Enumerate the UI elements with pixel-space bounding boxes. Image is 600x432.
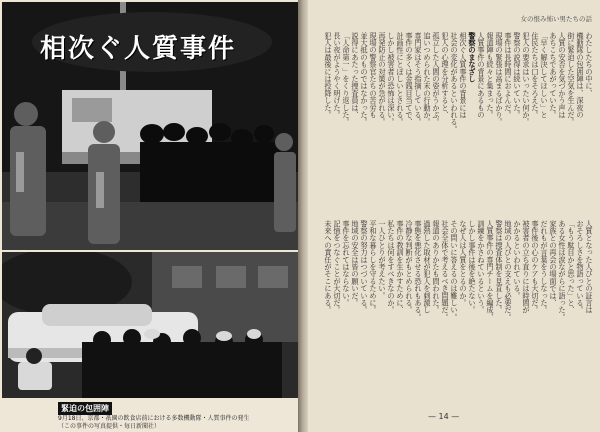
text-column: 事態を悪化させる恐れもある。 xyxy=(414,220,423,321)
text-column: 社会全体で考えるべき問題だ。 xyxy=(441,220,450,321)
text-column: 相次ぐ人質事件の背景には xyxy=(459,32,468,119)
text-column: 報道陣も続々と集まった。 xyxy=(486,32,495,119)
text-column: わたしたちの中に、 xyxy=(585,32,594,97)
text-column: 人質の安否を気づかう声は xyxy=(558,32,567,119)
riot-police-photo xyxy=(2,2,298,250)
text-column: 人質事件の背景にあるもの xyxy=(477,32,486,119)
running-head: 女の恨み怖い男たちの話 xyxy=(520,15,592,23)
text-column: あちこちであがっていた。 xyxy=(549,32,558,119)
text-column: 一人ひとりが考えたい。 xyxy=(378,220,387,300)
text-column: 人質事件の専門チームを編成、 xyxy=(486,220,495,321)
text-column: 被害者の立ち直りには時間が xyxy=(522,220,531,314)
caption-line-2: （この事件の写真提供・毎日新聞社） xyxy=(58,423,161,430)
text-column: 私たちは何をすべきなのか。 xyxy=(387,220,396,314)
text-column: 「もう駄目かと思った」と、 xyxy=(567,220,576,314)
text-column: 計画性にとぼしいとされる。 xyxy=(396,32,405,126)
text-column: 住民たちは口をそろえた。 xyxy=(531,32,540,119)
text-column: 地域の安全は皆の願いだ。 xyxy=(351,220,360,307)
hostage-scene-photo xyxy=(2,252,298,398)
text-column: かかるといわれている。 xyxy=(513,220,522,300)
text-column: ある女性は涙ながらに語った。 xyxy=(558,220,567,321)
text-column: 警察の説得は続いていた。 xyxy=(513,32,522,119)
text-column: 孤立した人間の姿がうかぶ。 xyxy=(432,32,441,126)
text-column: 訓練をかさねているという。 xyxy=(477,220,486,314)
text-column: 記憶をつなぐことが大切だ。 xyxy=(333,220,342,314)
text-tier-bottom xyxy=(318,220,594,404)
text-column: 説得にあたった捜査員は、 xyxy=(351,32,360,119)
text-column: 警察のまなざし xyxy=(468,32,477,83)
photo-caption xyxy=(58,396,298,431)
column-group-bottom xyxy=(324,220,594,404)
text-column: 「人命第一」をくり返した。 xyxy=(342,32,351,126)
text-tier-top xyxy=(318,32,594,212)
text-column: 地域の人びとの支えも必要だ。 xyxy=(504,220,513,321)
text-column: 事件を忘れてはならない。 xyxy=(342,220,351,307)
text-column: おそろしさを物語っている。 xyxy=(576,220,585,314)
page-gutter xyxy=(298,0,308,432)
text-column: 事件は長時間におよんだ。 xyxy=(504,32,513,119)
text-column: なぜ人は人質をとるのか。 xyxy=(459,220,468,307)
caption-line-1: 9月18日、京都・祇園の飲食店前における多数機動隊・人質事件の発生 xyxy=(58,415,250,422)
text-column: 人質となった人びとの証言は xyxy=(585,220,594,314)
text-column: 犯人の心理を分析すると、 xyxy=(441,32,450,119)
text-column: 未来への責任がそこにある。 xyxy=(324,220,333,314)
text-column: 過熱した取材が犯人を刺激し xyxy=(423,220,432,314)
text-column: 社会の変化があるといわれる。 xyxy=(450,32,459,133)
text-column: 警察の努力はつづいている。 xyxy=(360,220,369,314)
text-column: 犯人の要求はいったい何か。 xyxy=(522,32,531,126)
text-column: 長い夜がようやく明けた。 xyxy=(333,32,342,119)
text-column: 平和な暮らしを守るために。 xyxy=(369,220,378,314)
text-column: 現場の緊張は高まるばかり。 xyxy=(495,32,504,126)
text-column: 冷静な判断がもとめられる。 xyxy=(405,220,414,314)
text-column: 追いつめられた末の行動か。 xyxy=(423,32,432,126)
text-column: 再発防止の対策が急がれる。 xyxy=(378,32,387,126)
text-column: 現場の警察官たちの苦労も xyxy=(369,32,378,119)
text-column: だれもが言葉をうしなった。 xyxy=(540,220,549,314)
text-column: しかし事件は後を絶たない。 xyxy=(468,220,477,314)
column-group-top xyxy=(324,32,594,212)
text-page xyxy=(308,0,600,432)
text-column: 街に緊迫した空気を生んだ。 xyxy=(567,32,576,126)
text-column: 並大抵のものではなかった。 xyxy=(360,32,369,126)
text-column: 「早く解決してほしい」と xyxy=(540,32,549,119)
text-column: 事件の多くは金銭目当てで、 xyxy=(405,32,414,126)
text-column: 家族との再会の場面では、 xyxy=(549,220,558,307)
text-column: 報道のありかたも問われた。 xyxy=(432,220,441,314)
text-column: その問いに答えるのは難しい。 xyxy=(450,220,459,321)
text-column: 警察は捜査体制を見直した。 xyxy=(495,220,504,314)
article-headline: 相次ぐ人質事件 xyxy=(40,34,237,64)
text-column: 事件の教訓を生かすために、 xyxy=(396,220,405,314)
text-column: しかし被害者の恐怖は深い。 xyxy=(387,32,396,126)
page-number: — 14 — xyxy=(428,412,460,421)
text-column: 専門家はそう指摘している。 xyxy=(414,32,423,126)
text-column: 犯人は最後には投降した。 xyxy=(324,32,333,119)
text-column: 事件後の心のケアも大切だ。 xyxy=(531,220,540,314)
text-column: 機動隊の包囲陣は、深夜の xyxy=(576,32,585,119)
caption-title: 緊迫の包囲陣 xyxy=(58,402,112,415)
